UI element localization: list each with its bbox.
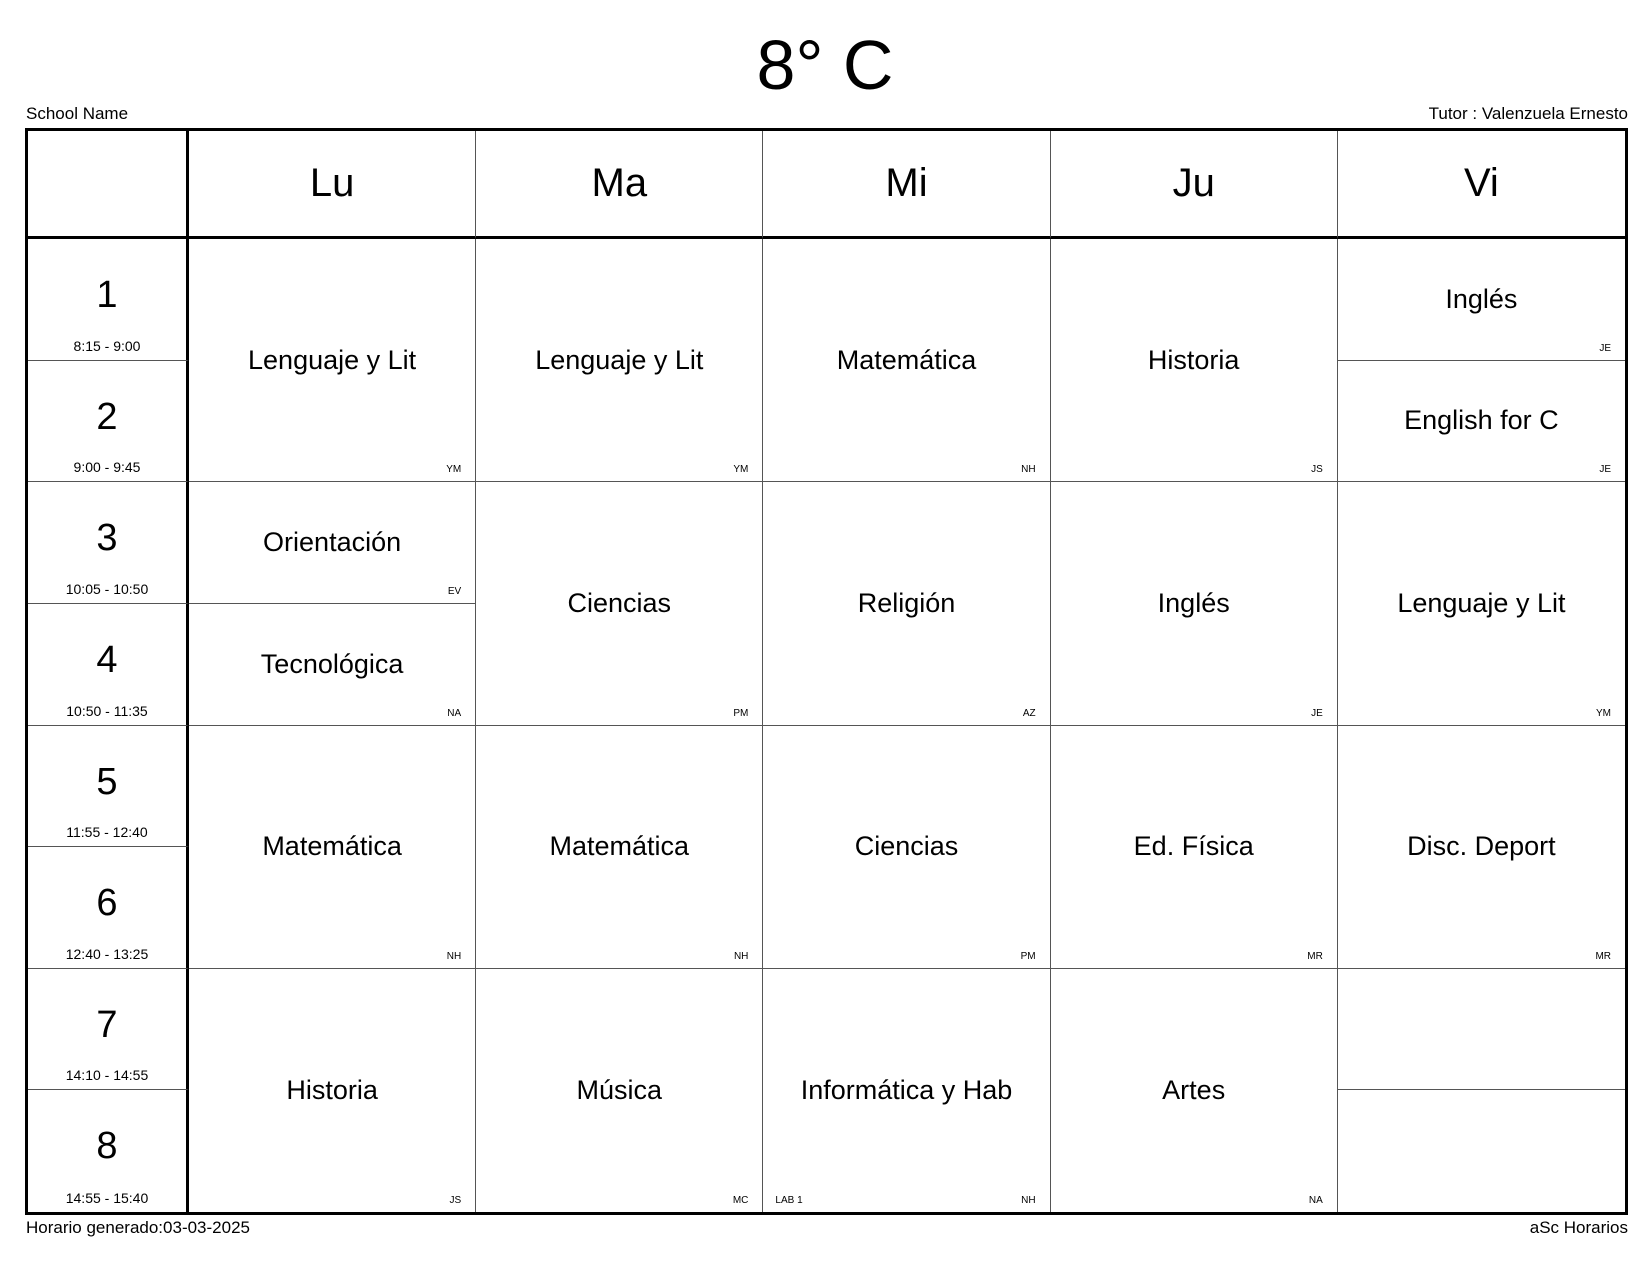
period-2 xyxy=(28,361,189,483)
period-number: 2 xyxy=(96,395,118,438)
period-5 xyxy=(28,726,189,848)
period-time: 11:55 - 12:40 xyxy=(66,824,148,841)
period-6 xyxy=(28,847,189,969)
period-time: 14:10 - 14:55 xyxy=(65,1067,149,1084)
lesson-teacher: MR xyxy=(1307,950,1323,962)
lesson-subject: Disc. Deport xyxy=(1407,831,1556,862)
period-3 xyxy=(28,482,189,604)
lesson-teacher: YM xyxy=(733,464,749,476)
day-header-vi: Vi xyxy=(1338,131,1625,239)
period-number: 5 xyxy=(96,760,118,803)
lesson-teacher: NA xyxy=(447,707,462,719)
lesson-teacher: JE xyxy=(1599,464,1611,476)
lesson-subject: Tecnológica xyxy=(260,648,404,679)
lesson-lu-1 xyxy=(189,239,476,482)
lesson-mi-7 xyxy=(763,969,1050,1212)
corner-cell xyxy=(28,131,189,239)
lesson-lu-7 xyxy=(189,969,476,1212)
empty-slot-vi-8 xyxy=(1338,1090,1625,1212)
lesson-lu-4 xyxy=(189,604,476,726)
lesson-teacher: PM xyxy=(1020,950,1036,962)
lesson-subject: Matemática xyxy=(836,344,977,375)
lesson-vi-2 xyxy=(1338,361,1625,483)
tutor-name: Tutor : Valenzuela Ernesto xyxy=(1428,104,1628,123)
lesson-teacher: NH xyxy=(1021,464,1036,476)
day-header-lu: Lu xyxy=(189,131,476,239)
day-header-ma: Ma xyxy=(476,131,763,239)
lesson-subject: Artes xyxy=(1162,1074,1226,1105)
period-4 xyxy=(28,604,189,726)
lesson-ma-1 xyxy=(476,239,763,482)
lesson-teacher: MR xyxy=(1595,950,1611,962)
lesson-lu-3 xyxy=(189,482,476,604)
lesson-subject: Ed. Física xyxy=(1133,831,1254,862)
lesson-subject: Música xyxy=(576,1074,663,1105)
school-name: School Name xyxy=(26,104,129,123)
period-8 xyxy=(28,1090,189,1212)
lesson-subject: Matemática xyxy=(549,831,690,862)
lesson-teacher: NH xyxy=(733,950,749,962)
lesson-vi-1 xyxy=(1338,239,1625,361)
lesson-teacher: NA xyxy=(1308,1195,1323,1206)
timetable-grid xyxy=(25,128,1628,1215)
period-time: 8:15 - 9:00 xyxy=(73,337,141,354)
lesson-vi-5 xyxy=(1338,726,1625,969)
lesson-ju-3 xyxy=(1051,482,1338,725)
lesson-teacher: JE xyxy=(1311,707,1323,719)
timetable-title: 8° C xyxy=(756,26,894,104)
lesson-subject: Ciencias xyxy=(854,831,959,862)
lesson-subject: Orientación xyxy=(263,527,402,558)
period-number: 1 xyxy=(96,274,118,316)
lesson-subject: Ciencias xyxy=(567,587,672,618)
lesson-teacher: YM xyxy=(446,464,462,476)
period-time: 10:50 - 11:35 xyxy=(66,702,148,719)
lesson-subject: Lenguaje y Lit xyxy=(535,344,704,375)
period-number: 6 xyxy=(96,882,118,925)
generated-date: Horario generado:03-03-2025 xyxy=(26,1218,250,1237)
period-1 xyxy=(28,239,189,361)
lesson-teacher: NH xyxy=(446,950,462,962)
lesson-subject: Historia xyxy=(286,1074,378,1105)
lesson-ju-5 xyxy=(1051,726,1338,969)
lesson-ma-5 xyxy=(476,726,763,969)
lesson-subject: Inglés xyxy=(1445,283,1518,314)
lesson-teacher: AZ xyxy=(1022,707,1036,719)
software-credit: aSc Horarios xyxy=(1529,1218,1628,1237)
lesson-subject: Lenguaje y Lit xyxy=(1397,587,1566,618)
day-header-ju: Ju xyxy=(1051,131,1338,239)
period-time: 9:00 - 9:45 xyxy=(73,459,141,476)
lesson-subject: Inglés xyxy=(1157,587,1230,618)
empty-slot-vi-7 xyxy=(1338,969,1625,1091)
lesson-teacher: EV xyxy=(447,585,462,597)
period-time: 14:55 - 15:40 xyxy=(65,1190,149,1206)
lesson-ju-7 xyxy=(1051,969,1338,1212)
lesson-ju-1 xyxy=(1051,239,1338,482)
lesson-ma-7 xyxy=(476,969,763,1212)
lesson-teacher: NH xyxy=(1021,1195,1036,1206)
lesson-subject: English for C xyxy=(1404,405,1559,436)
lesson-teacher: PM xyxy=(733,707,749,719)
period-number: 7 xyxy=(96,1003,118,1046)
lesson-room: LAB 1 xyxy=(775,1195,803,1206)
lesson-mi-5 xyxy=(763,726,1050,969)
period-number: 8 xyxy=(96,1125,118,1168)
lesson-teacher: JE xyxy=(1599,342,1611,354)
lesson-mi-3 xyxy=(763,482,1050,725)
period-number: 4 xyxy=(96,638,118,681)
period-time: 12:40 - 13:25 xyxy=(65,945,149,962)
lesson-subject: Informática y Hab xyxy=(800,1074,1013,1105)
lesson-subject: Matemática xyxy=(262,831,402,862)
day-header-mi: Mi xyxy=(763,131,1050,239)
lesson-subject: Lenguaje y Lit xyxy=(248,344,417,375)
lesson-vi-3 xyxy=(1338,482,1625,725)
period-time: 10:05 - 10:50 xyxy=(65,580,149,597)
lesson-teacher: MC xyxy=(732,1195,749,1206)
period-7 xyxy=(28,969,189,1091)
lesson-lu-5 xyxy=(189,726,476,969)
lesson-mi-1 xyxy=(763,239,1050,482)
lesson-teacher: JS xyxy=(449,1195,462,1206)
period-number: 3 xyxy=(96,517,118,560)
lesson-subject: Religión xyxy=(857,587,956,618)
lesson-subject: Historia xyxy=(1147,344,1240,375)
lesson-teacher: JS xyxy=(1311,464,1323,476)
lesson-ma-3 xyxy=(476,482,763,725)
lesson-teacher: YM xyxy=(1596,707,1611,719)
